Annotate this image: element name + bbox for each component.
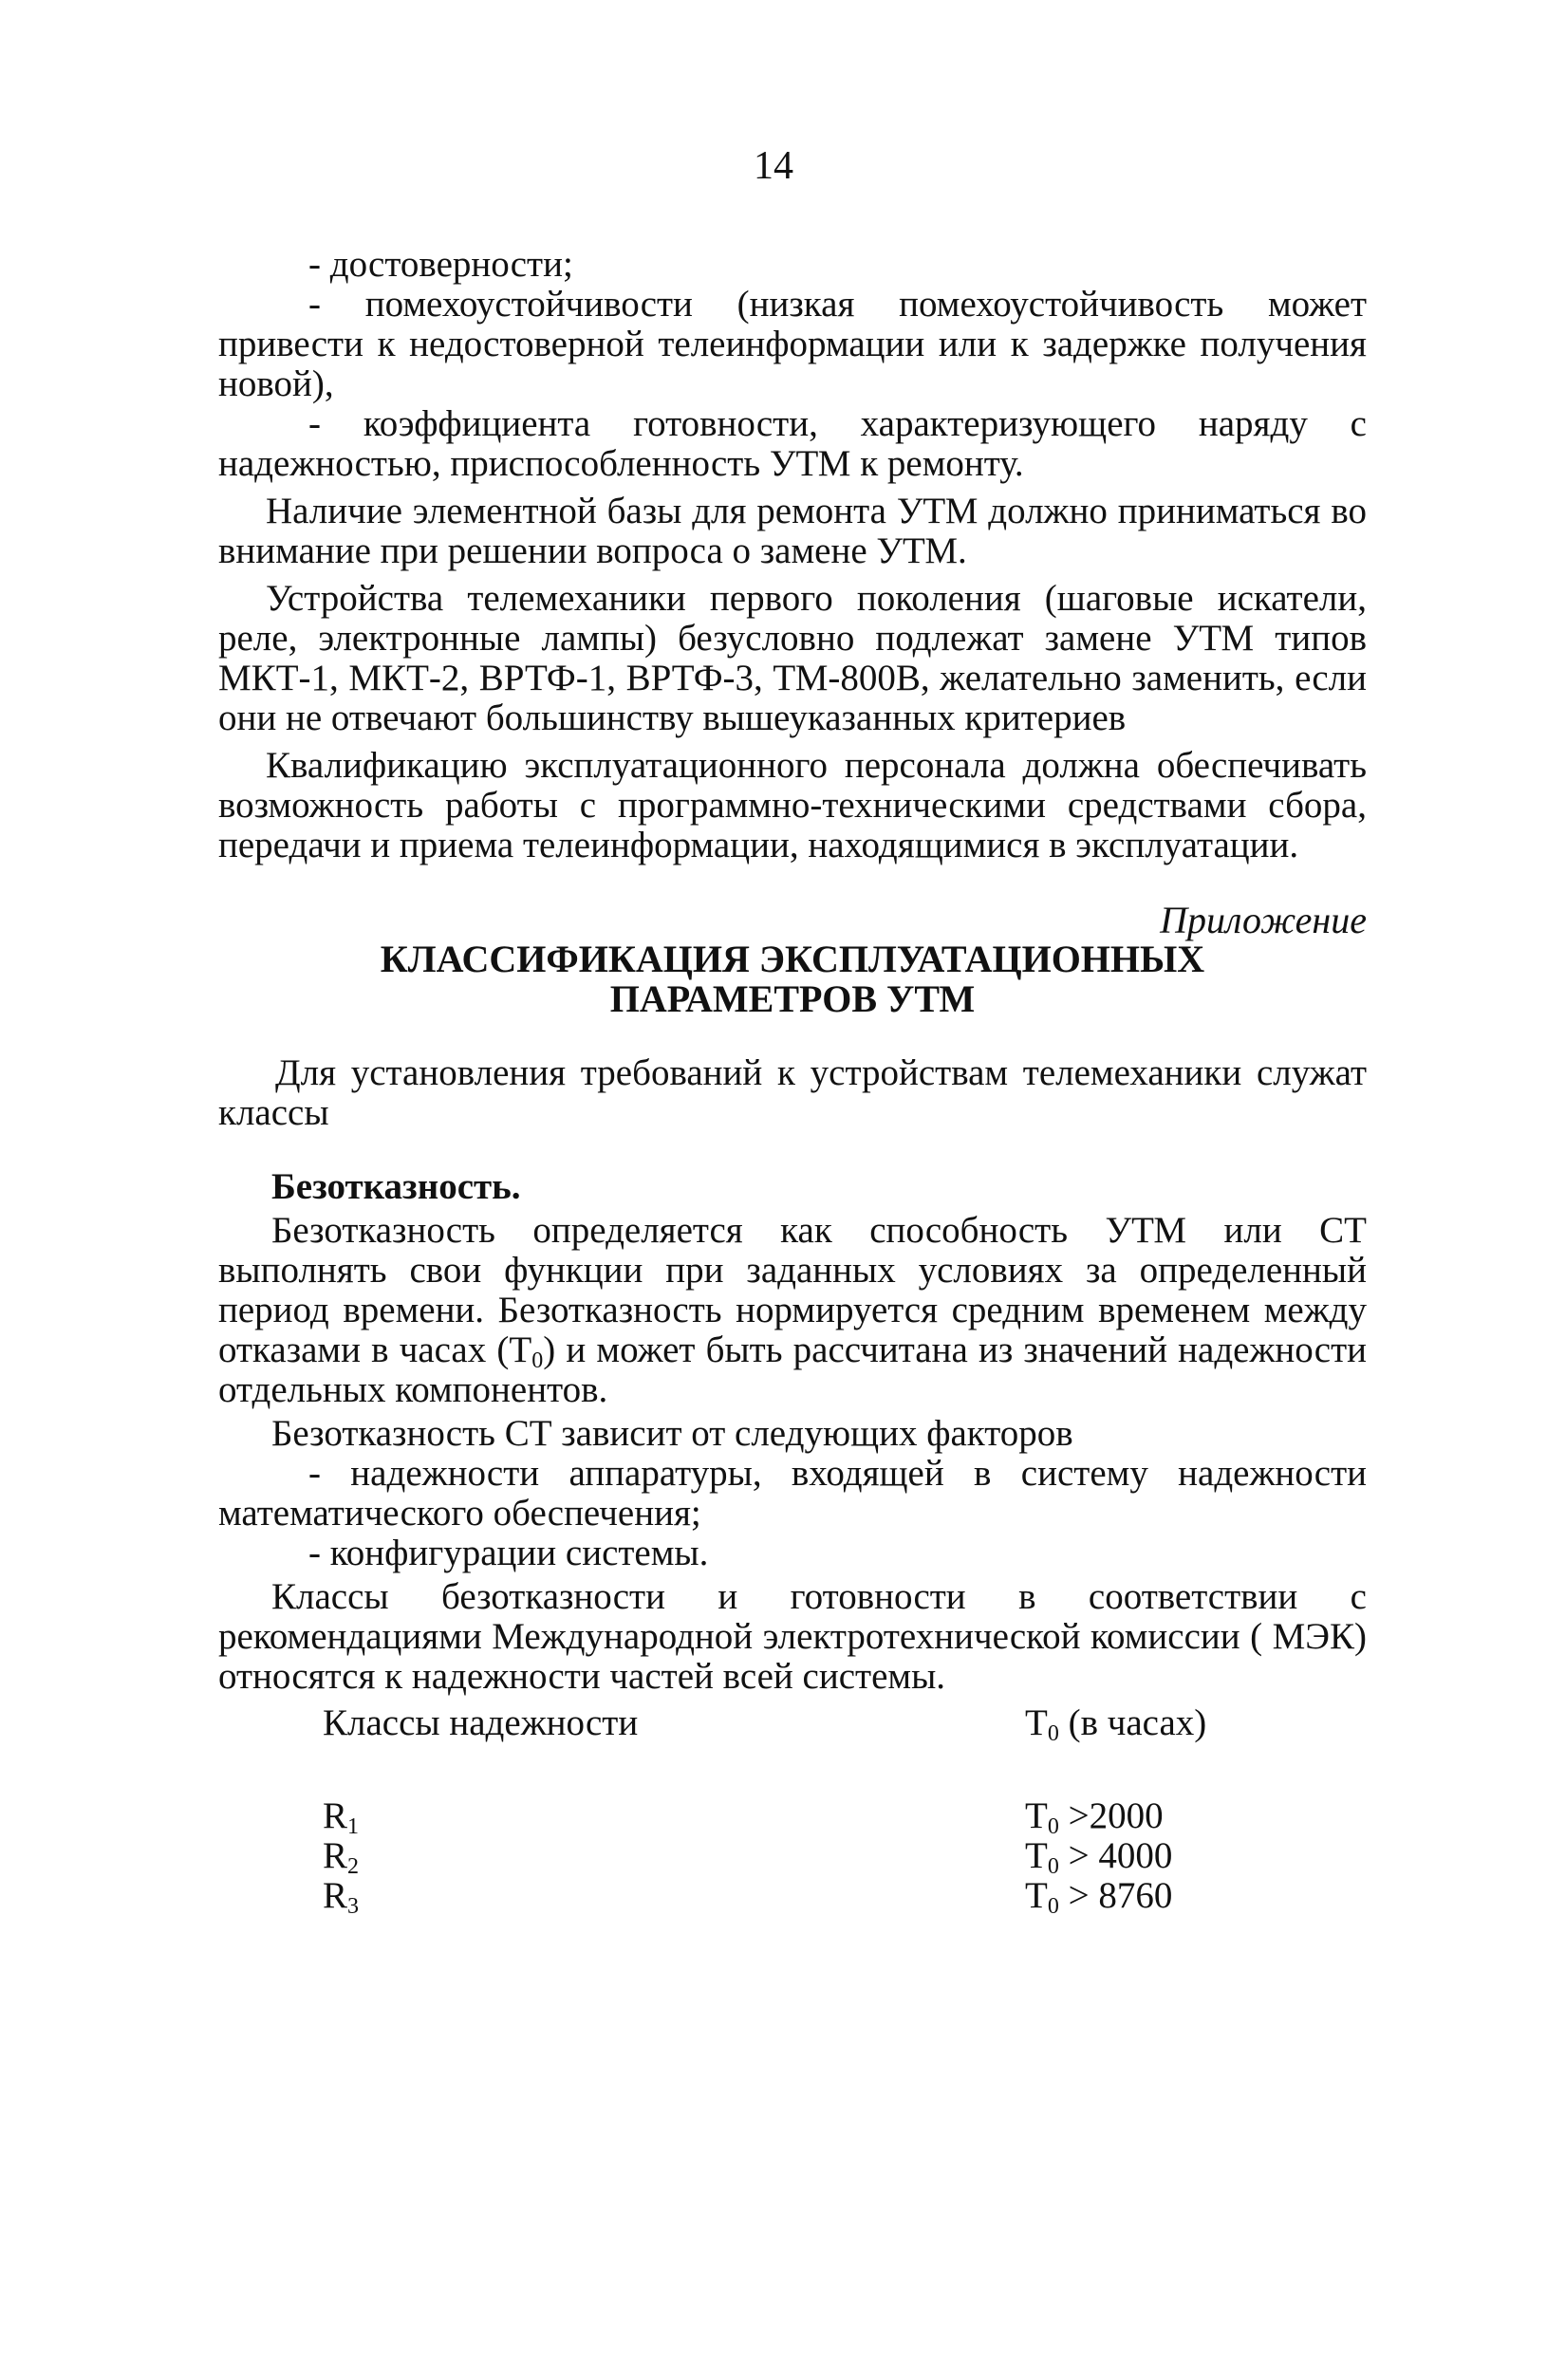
table-row — [323, 1875, 1272, 1919]
column-header-hours — [997, 1702, 1272, 1746]
paragraph-element-base: Наличие элементной базы для ремонта УТМ должно приниматься во внимание при решении вопроса о замене УТМ. — [218, 491, 1367, 571]
class-symbol: R — [323, 1795, 348, 1836]
appendix-intro — [218, 1053, 1367, 1133]
appendix-title-line-1: КЛАССИФИКАЦИЯ ЭКСПЛУАТАЦИОННЫХ — [380, 938, 1205, 980]
paragraph-factors: Безотказность СТ зависит от следующих факторов — [271, 1413, 1073, 1454]
table-row — [323, 1795, 1272, 1839]
value-symbol: Т — [1025, 1875, 1048, 1916]
reliability-table — [323, 1702, 1272, 1919]
page-number: 14 — [754, 144, 793, 188]
class-subscript: 1 — [347, 1814, 360, 1839]
appendix-intro-text: Для установления требований к устройствам телемеханики служат классы — [218, 1052, 1367, 1133]
appendix-label: Приложение — [1160, 899, 1367, 941]
column-header-classes: Классы надежности — [323, 1702, 639, 1743]
value-symbol: Т — [1025, 1795, 1048, 1836]
column-header-hours-tail: (в часах) — [1058, 1702, 1207, 1743]
mtbf-value — [949, 1835, 1272, 1879]
mtbf-value — [949, 1795, 1272, 1839]
appendix-title-line-2: ПАРАМЕТРОВ УТМ — [609, 977, 976, 1020]
list-item-noise-immunity: - помехоустойчивости (низкая помехоустойчивость может привести к недостоверной телеинформации или к задержке получения новой), — [218, 284, 1367, 404]
list-item-availability: - коэффициента готовности, характеризующего наряду с надежностью, приспособленность УТМ к ремонту. — [218, 403, 1367, 484]
section-heading: Безотказность. — [271, 1166, 521, 1207]
mtbf-value — [949, 1875, 1272, 1919]
list-item-configuration: - конфигурации системы. — [308, 1533, 709, 1573]
class-subscript: 2 — [347, 1854, 360, 1879]
value-tail: > 4000 — [1058, 1835, 1173, 1876]
value-subscript: 0 — [1047, 1814, 1059, 1839]
definition-text-start: Безотказность определяется как способность УТМ или СТ выполнять свои функции при заданных условиях за определенный период времени. Безотказность нормируется средним временем между отказами в часах (Т — [218, 1210, 1367, 1370]
value-tail: >2000 — [1058, 1795, 1164, 1836]
reliability-class — [323, 1875, 797, 1919]
table-header-row — [323, 1702, 1272, 1746]
paragraph-iec-classes: Классы безотказности и готовности в соответствии с рекомендациями Международной электротехнической комиссии ( МЭК) относятся к надежности частей всей системы. — [218, 1576, 1367, 1697]
value-subscript: 0 — [1047, 1894, 1059, 1919]
class-subscript: 3 — [347, 1894, 360, 1919]
column-header-hours-symbol: Т — [1025, 1702, 1048, 1743]
definition-subscript: 0 — [531, 1348, 544, 1373]
paragraph-first-generation: Устройства телемеханики первого поколения (шаговые искатели, реле, электронные лампы) безусловно подлежат замене УТМ типов МКТ-1, МКТ-2, ВРТФ-1, ВРТФ-3, ТМ-800В, желательно заменить, если они не отвечают большинству вышеуказанных критериев — [218, 578, 1367, 738]
table-row — [323, 1835, 1272, 1879]
list-item-reliability: - достоверности; — [308, 244, 573, 285]
reliability-class — [323, 1795, 797, 1839]
body-text — [218, 245, 1367, 865]
section-reliability — [218, 1167, 1367, 1697]
value-subscript: 0 — [1047, 1854, 1059, 1879]
class-symbol: R — [323, 1835, 348, 1876]
definition-text-end: ) и может быть рассчитана из значений надежности отдельных компонентов. — [218, 1329, 1367, 1410]
reliability-class — [323, 1835, 797, 1879]
paragraph-definition — [218, 1211, 1367, 1410]
column-header-hours-subscript: 0 — [1047, 1721, 1059, 1746]
paragraph-qualification: Квалификацию эксплуатационного персонала должна обеспечивать возможность работы с программно-техническими средствами сбора, передачи и приема телеинформации, находящимися в эксплуатации. — [218, 745, 1367, 865]
value-tail: > 8760 — [1058, 1875, 1173, 1916]
class-symbol: R — [323, 1875, 348, 1916]
list-item-hardware: - надежности аппаратуры, входящей в систему надежности математического обеспечения; — [218, 1453, 1367, 1534]
value-symbol: Т — [1025, 1835, 1048, 1876]
appendix-title — [218, 939, 1367, 1019]
